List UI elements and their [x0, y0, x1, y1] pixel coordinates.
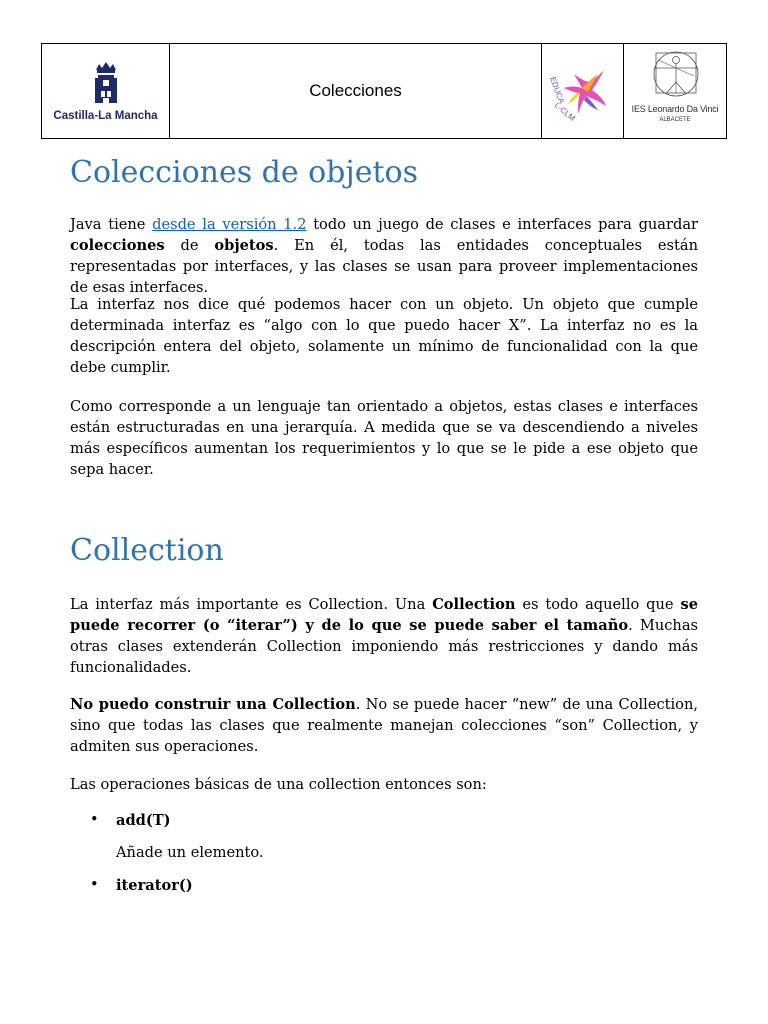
text-span: . En él, todas las entidades conceptuales están representadas por interfaces, y las clases se usan para proveer implementaciones de esas interfaces.: [70, 237, 698, 296]
text-span: Java tiene: [70, 216, 153, 233]
bullet-dot: •: [90, 811, 99, 828]
svg-text:L-CLM: L-CLM: [552, 100, 577, 123]
clm-logo-text: Castilla-La Mancha: [53, 110, 158, 122]
bold-recorrer: se puede recorrer (o “iterar”) y de lo que se puede saber el tamaño: [70, 596, 698, 634]
list-item-add-desc: Añade un elemento.: [116, 844, 264, 861]
heading-colecciones-de-objetos: Colecciones de objetos: [70, 155, 418, 190]
list-item-iterator: iterator(): [116, 877, 193, 894]
text-span: La interfaz más importante es Collection. Una: [70, 596, 433, 613]
svg-text:EDUCA: EDUCA: [548, 75, 567, 106]
ies-logo-subtext: ALBACETE: [659, 117, 691, 123]
paragraph-no-construir: [70, 694, 698, 757]
bold-no-puedo: No puedo construir una Collection: [70, 696, 356, 713]
list-item-add: add(T): [116, 812, 171, 829]
vitruvian-man-logo-icon: [624, 44, 728, 138]
castilla-la-mancha-logo-icon: [42, 44, 170, 138]
heading-collection: Collection: [70, 533, 224, 568]
paragraph-jerarquia: Como corresponde a un lenguaje tan orientado a objetos, estas clases e interfaces están estructuradas en una jerarquía. A medida que se va descendiendo a niveles más específicos aumentan los requerimientos y lo que se le pide a ese objeto que sepa hacer.: [70, 398, 698, 478]
paragraph-operaciones: Las operaciones básicas de una collection entonces son:: [70, 776, 487, 793]
text-span: . Muchas otras clases extenderán Collection imponiendo más restricciones y dando más funcionalidades.: [70, 617, 699, 676]
bullet-dot: •: [90, 876, 99, 893]
bold-colecciones: colecciones: [70, 237, 165, 254]
header-title-cell: [170, 44, 542, 138]
bold-collection: Collection: [432, 596, 516, 613]
version-link[interactable]: desde la versión 1.2: [152, 216, 307, 233]
paragraph-java-colecciones: [70, 214, 698, 298]
text-span: es todo aquello que: [515, 596, 681, 613]
ies-logo-text: IES Leonardo Da Vinci: [631, 104, 719, 114]
text-span: de: [164, 237, 215, 254]
educa-clm-logo-icon: [542, 44, 624, 138]
bold-objetos: objetos: [214, 237, 274, 254]
educa-logo-cell: [542, 44, 624, 138]
text-span: todo un juego de clases e interfaces para guardar: [306, 216, 699, 233]
clm-logo-cell: [42, 44, 170, 138]
ies-logo-cell: [624, 44, 726, 138]
paragraph-interfaz: La interfaz nos dice qué podemos hacer con un objeto. Un objeto que cumple determinada interfaz es “algo con lo que puedo hacer X”. La interfaz no es la descripción entera del objeto, solamente un mínimo de funcionalidad con la que debe cumplir.: [70, 296, 698, 376]
document-header: [41, 43, 727, 139]
paragraph-collection-intro: [70, 594, 698, 678]
header-title: Colecciones: [309, 81, 402, 100]
text-span: . No se puede hacer “new” de una Collection, sino que todas las clases que realmente manejan colecciones “son” Collection, y admiten sus operaciones.: [70, 696, 698, 755]
